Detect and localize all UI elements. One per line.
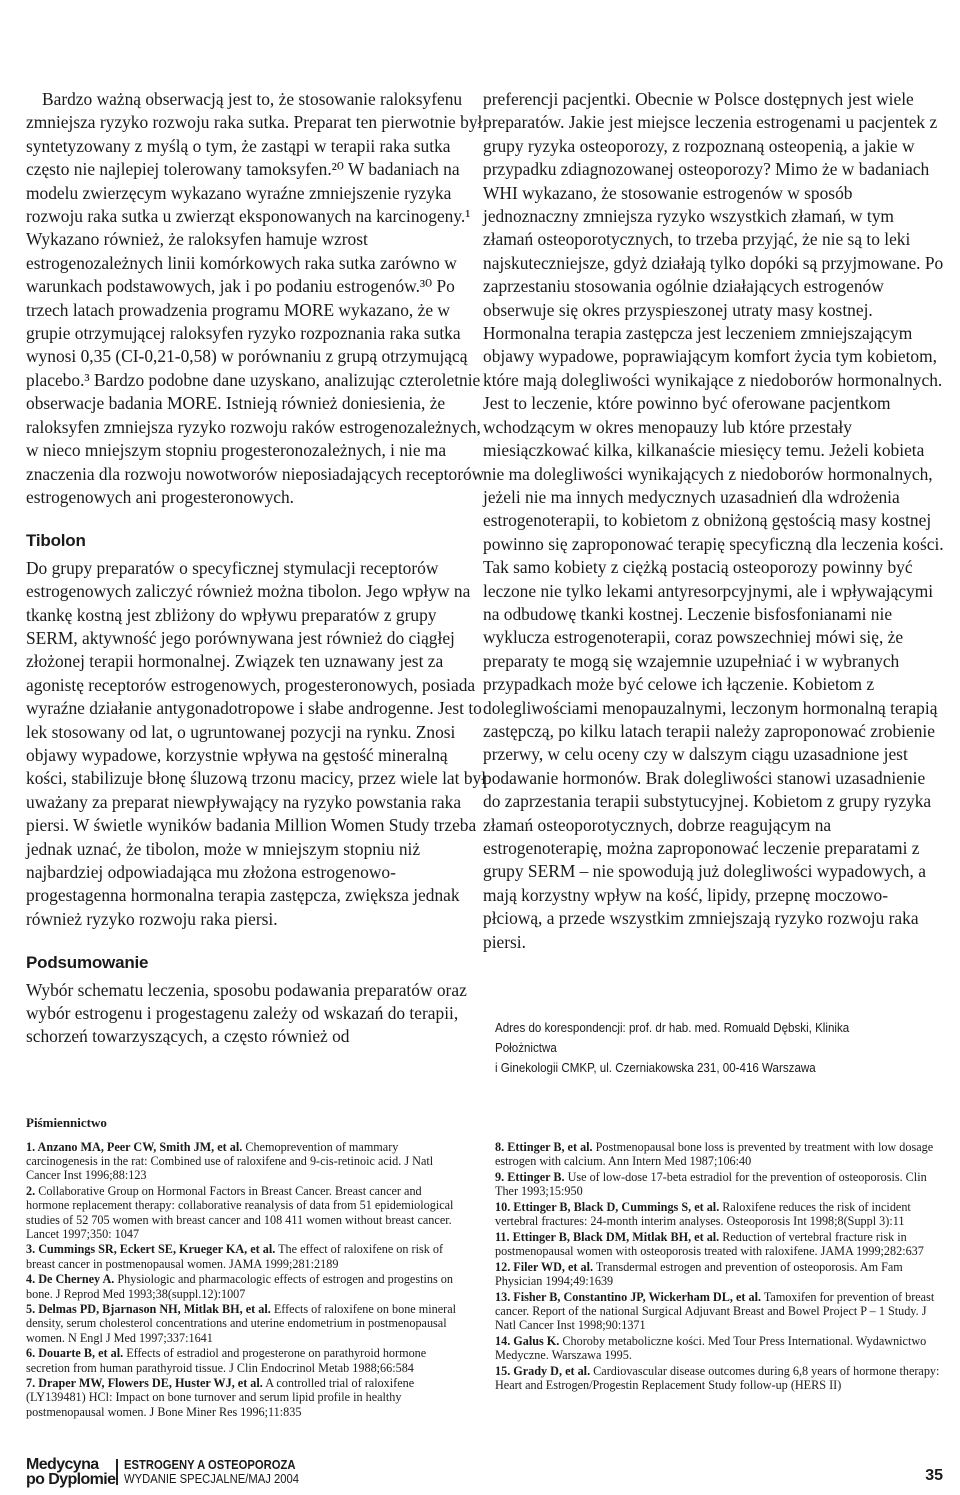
reference-item: 10. Ettinger B, Black D, Cummings S, et al. Raloxifene reduces the risk of incident vertebral fractures: 24-month interim analyses. Osteoporosis Int 1998;8(Suppl 3):11 [495,1199,911,1229]
reference-item: 6. Douarte B, et al. Effects of estradiol and progesterone on parathyroid hormone secretion from human parathyroid tissue. J Clin Endocrinol Metab 1988;66:584 [26,1346,427,1375]
reference-item: 5. Delmas PD, Bjarnason NH, Mitlak BH, et al. Effects of raloxifene on bone mineral density, serum cholesterol concentrations and uterine endometrium in postmenopausal women. N Engl J Med 1997;337:1641 [26,1302,456,1345]
logo-line-1: Medycyna [26,1456,99,1473]
reference-item: 1. Anzano MA, Peer CW, Smith JM, et al. Chemoprevention of mammary carcinogenesis in the rat: Combined use of raloxifene and 9-cis-retinoic acid. J Natl Cancer Inst 1996;88:123 [26,1140,434,1183]
reference-item: 12. Filer WD, et al. Transdermal estrogen and prevention of osteoporosis. Am Fam Physician 1994;49:1639 [495,1259,903,1288]
paragraph-tibolon: Do grupy preparatów o specyficznej stymulacji receptorów estrogenowych zaliczyć również można tibolon. Jego wpływ na tkankę kostną jest zbliżony do wpływu preparatów z grupy SERM, aktywność jego porównywana jest również do ciągłej złożonej terapii hormonalnej. Związek ten uznawany jest za agonistę receptorów estrogenowych, progesteronowych, posiada wyraźne działanie antygonadotropowe i słabe androgenne. Jest to lek stosowany od lat, o ugruntowanej pozycji na rynku. Znosi objawy wypadowe, korzystnie wpływa na gęstość mineralną kości, stabilizuje błonę śluzową trzonu macicy, przez wiele lat był uważany za preparat niewpływający na ryzyko powstania raka piersi. W świetle wyników badania Million Women Study trzeba jednak uznać, że tibolon, może w mniejszym stopniu niż najbardziej odpowiadająca mu złożona estrogenowo-progestagenna hormonalna terapia zastępcza, zwiększa jednak również ryzyko rozwoju raka piersi. [26,557,487,929]
reference-item: 9. Ettinger B. Use of low-dose 17-beta estradiol for the prevention of osteoporosis. Clin Ther 1993;15:950 [495,1169,927,1199]
page-number: 35 [925,1467,943,1484]
reference-item: 14. Galus K. Choroby metaboliczne kości. Med Tour Press International. Wydawnictwo Medyczne. Warszawa 1995. [495,1333,927,1362]
paragraph-intro: Bardzo ważną obserwacją jest to, że stosowanie raloksyfenu zmniejsza ryzyko rozwoju raka sutka. Preparat ten pierwotnie był syntetyzowany z myślą o tym, że zastąpi w terapii raka sutka często nie najlepiej tolerowany tamoksyfen.²⁰ W badaniach na modelu zwierzęcym wykazano wyraźne zmniejszenie ryzyka rozwoju raka sutka u zwierząt eksponowanych na karcinogeny.¹ Wykazano również, że raloksyfen hamuje wzrost estrogenozależnych linii komórkowych raka sutka zarówno w warunkach podstawowych, jak i po podaniu estrogenów.³⁰ Po trzech latach prowadzenia programu MORE wykazano, że w grupie otrzymującej raloksyfen ryzyko rozpoznania raka sutka wynosi 0,35 (CI-0,21-0,58) w porównaniu z grupą otrzymującą placebo.³ Bardzo podobne dane uzyskano, analizując czteroletnie obserwacje badania MORE. Istnieją również doniesienia, że raloksyfen zmniejsza ryzyko rozwoju raków estrogenozależnych, w nieco mniejszym stopniu progesteronozależnych, i nie ma znaczenia dla rozwoju nowotworów nieposiadających receptorów estrogenowych ani progesteronowych. [26,89,485,507]
heading-tibolon: Tibolon [26,531,86,551]
reference-item: 11. Ettinger B, Black DM, Mitlak BH, et al. Reduction of vertebral fracture risk in postmenopausal women with osteoporosis treated with raloxifene. JAMA 1999;282:637 [495,1229,924,1258]
references-title: Piśmiennictwo [26,1115,107,1130]
reference-item: 4. De Cherney A. Physiologic and pharmacologic effects of estrogen and progestins on bone. J Reprod Med 1993;38(suppl.12):1007 [26,1272,453,1301]
left-column [26,88,488,1049]
references-right-column [495,1140,945,1393]
references-left-column [26,1140,464,1420]
reference-item: 15. Grady D, et al. Cardiovascular disease outcomes during 6,8 years of hormone therapy: Heart and Estrogen/Progestin Replacement Study follow-up (HERS II) [495,1363,940,1392]
reference-item: 7. Draper MW, Flowers DE, Huster WJ, et al. A controlled trial of raloxifene (LY139481) HCl: Impact on bone turnover and serum lipid profile in healthy postmenopausal women. J Bone Miner Res 1996;11:835 [26,1376,415,1419]
correspondence-line-2: i Ginekologii CMKP, ul. Czerniakowska 231, 00-416 Warszawa [495,1061,816,1075]
page-footer [26,1457,946,1487]
paragraph-summary: Wybór schematu leczenia, sposobu podawania preparatów oraz wybór estrogenu i progestagenu zależy od wskazań do terapii, schorzeń towarzyszących, a często również od [26,979,467,1047]
heading-summary: Podsumowanie [26,953,149,973]
paragraph-continued: preferencji pacjentki. Obecnie w Polsce dostępnych jest wiele preparatów. Jakie jest miejsce leczenia estrogenami u pacjentek z grupy ryzyka osteoporozy, z rozpoznaną osteopenią, a jakie w przypadku zdiagnozowanej osteoporozy? Mimo że w badaniach WHI wykazano, że stosowanie estrogenów w sposób jednoznaczny zmniejsza ryzyko wszystkich złamań, w tym złamań osteoporotycznych, to trzeba przyjąć, że nie są to leki najskuteczniejsze, gdyż działają tylko dopóki są przyjmowane. Po zaprzestaniu stosowania ogólnie działających estrogenów obserwuje się okres przyspieszonej utraty masy kostnej. Hormonalna terapia zastępcza jest leczeniem zmniejszającym objawy wypadowe, poprawiającym komfort życia tym kobietom, które mają dolegliwości wynikające z niedoborów hormonalnych. Jest to leczenie, które powinno być oferowane pacjentkom wchodzącym w okres menopauzy lub które przestały miesiączkować kilka, kilkanaście miesięcy temu. Jeżeli kobieta nie ma dolegliwości wynikających z niedoborów hormonalnych, jeżeli nie ma innych medycznych uzasadnień dla wdrożenia estrogenoterapii, to kobietom z obniżoną gęstością masy kostnej powinno się zaproponować terapię specyficzną dla leczenia kości. Tak samo kobiety z ciężką postacią osteoporozy powinny być leczone nie tylko lekami antyresorpcyjnymi, ale i wpływającymi na odbudowę tkanki kostnej. Leczenie bisfosfonianami nie wyklucza estrogenoterapii, coraz powszechniej mówi się, że preparaty te mogą się wzajemnie uzupełniać i w wybranych przypadkach może być celowe ich łączenie. Kobietom z dolegliwościami menopauzalnymi, leczonym hormonalną terapią zastępczą, po kilku latach terapii należy zaproponować zrobienie przerwy, w celu oceny czy w dalszym ciągu uzasadnione jest podawanie hormonów. Brak dolegliwości stanowi uzasadnienie do zaprzestania terapii substytucyjnej. Kobietom z grupy ryzyka złamań osteoporotycznych, dobrze reagującym na estrogenoterapię, można zaproponować leczenie preparatami z grupy SERM – nie spowodują już dolegliwości wypadowych, a mają korzystny wpływ na kość, lipidy, przepnę moczowo-płciową, a przede wszystkim zmniejszają ryzyko rozwoju raka piersi. [483,89,944,952]
correspondence-line-1: Adres do korespondencji: prof. dr hab. med. Romuald Dębski, Klinika Położnictwa [495,1021,850,1055]
footer-issue-info [124,1458,299,1486]
footer-divider [116,1459,118,1485]
journal-logo [26,1457,126,1487]
issue-subtitle: WYDANIE SPECJALNE/MAJ 2004 [124,1472,300,1486]
reference-item: 3. Cummings SR, Eckert SE, Krueger KA, et al. The effect of raloxifene on risk of breast cancer in postmenopausal women. JAMA 1999;281:2189 [26,1242,444,1271]
issue-title: ESTROGENY A OSTEOPOROZA [124,1458,296,1472]
correspondence-address [495,1018,909,1078]
reference-item: 13. Fisher B, Constantino JP, Wickerham DL, et al. Tamoxifen for prevention of breast cancer. Report of the national Surgical Adjuvant Breast and Bowel Project P – 1 Study. J Natl Cancer Inst 1998;90:1371 [495,1289,935,1332]
reference-item: 8. Ettinger B, et al. Postmenopausal bone loss is prevented by treatment with low dosage estrogen with calcium. Ann Intern Med 1987;106:40 [495,1140,934,1169]
right-column [483,88,945,954]
logo-line-2: po Dyplomie [26,1471,116,1488]
reference-item: 2. Collaborative Group on Hormonal Factors in Breast Cancer. Breast cancer and hormone replacement therapy: collaborative reanalysis of data from 51 epidemiological studies of 52 705 women with breast cancer and 108 411 women without breast cancer. Lancet 1997;350: 1047 [26,1184,454,1241]
